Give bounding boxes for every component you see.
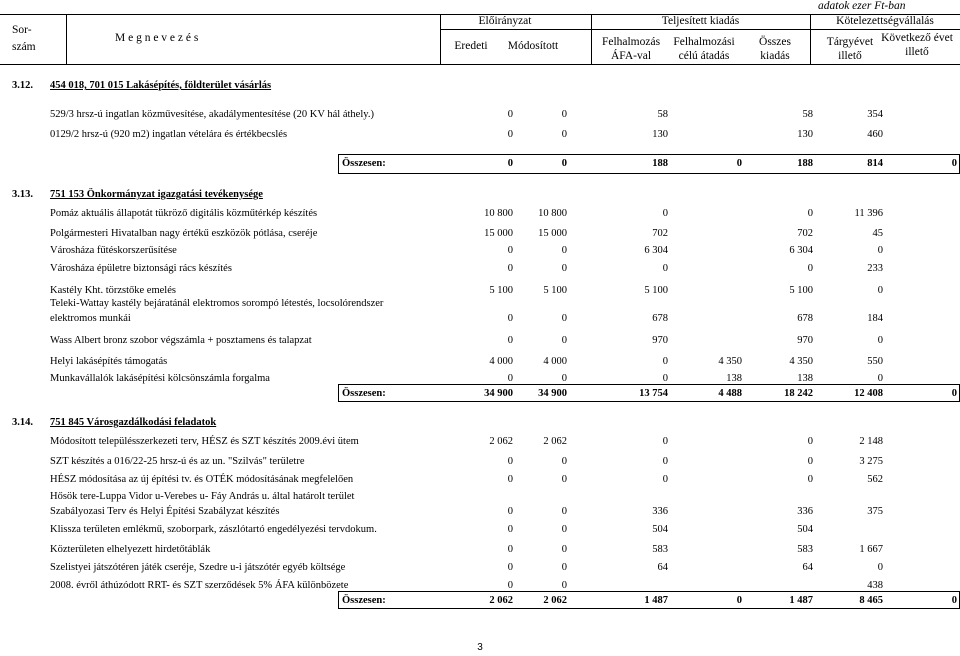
table-cell: 0	[561, 474, 567, 485]
total-cell: 13 754	[639, 388, 668, 399]
table-cell: 0	[561, 562, 567, 573]
row-label: Wass Albert bronz szobor végszámla + posztamens és talapzat	[50, 335, 312, 346]
table-cell: 0	[507, 524, 513, 535]
table-cell: 460	[867, 129, 883, 140]
section-title: 751 845 Városgazdálkodási feladatok	[50, 417, 217, 428]
table-cell: 0	[561, 506, 567, 517]
row-label: SZT készítés a 016/22-25 hrsz-ú és az un. "Szilvás" területre	[50, 456, 305, 467]
table-cell: 550	[867, 356, 883, 367]
total-cell: 18 242	[784, 388, 813, 399]
table-cell: 0	[662, 436, 668, 447]
total-cell: 2 062	[489, 595, 513, 606]
col-header-kovetkezo-2: illető	[905, 46, 929, 58]
page-number: 3	[477, 642, 483, 653]
table-cell: 336	[652, 506, 668, 517]
total-cell: 0	[736, 158, 742, 169]
table-cell: 678	[797, 313, 813, 324]
table-cell: 64	[802, 562, 813, 573]
table-cell: 0	[561, 245, 567, 256]
table-cell: 10 800	[538, 208, 567, 219]
table-cell: 0	[877, 335, 883, 346]
table-cell: 10 800	[484, 208, 513, 219]
table-cell: 375	[867, 506, 883, 517]
table-cell: 0	[807, 474, 813, 485]
total-label: Összesen:	[342, 158, 386, 169]
table-cell: 4 350	[789, 356, 813, 367]
row-label: Polgármesteri Hivatalban nagy értékű eszközök pótlása, cseréje	[50, 228, 318, 239]
table-cell: 0	[662, 474, 668, 485]
row-label: Helyi lakásépítés támogatás	[50, 356, 168, 367]
table-cell: 4 350	[718, 356, 742, 367]
table-cell: 45	[872, 228, 883, 239]
table-cell: 0	[561, 456, 567, 467]
total-label: Összesen:	[342, 595, 386, 606]
table-cell: 438	[867, 580, 883, 591]
table-cell: 702	[652, 228, 668, 239]
col-header-felh-afa-1: Felhalmozás	[601, 36, 661, 48]
table-cell: 583	[797, 544, 813, 555]
row-label: Városháza fűtéskorszerűsítése	[50, 245, 177, 256]
table-cell: 583	[652, 544, 668, 555]
table-cell: 0	[507, 335, 513, 346]
table-cell: 5 100	[489, 285, 513, 296]
table-cell: 0	[561, 335, 567, 346]
col-header-felh-celu-2: célú átadás	[678, 50, 730, 62]
table-cell: 0	[561, 263, 567, 274]
table-cell: 0	[877, 373, 883, 384]
row-label: 0129/2 hrsz-ú (920 m2) ingatlan vételára és értékbecslés	[50, 129, 288, 140]
col-header-osszes-1: Összes	[759, 36, 791, 48]
table-cell: 562	[867, 474, 883, 485]
total-cell: 4 488	[718, 388, 742, 399]
table-cell: 2 062	[543, 436, 567, 447]
total-cell: 8 465	[859, 595, 883, 606]
table-cell: 504	[652, 524, 668, 535]
section-title: 751 153 Önkormányzat igazgatási tevékenysége	[50, 189, 263, 200]
table-cell: 15 000	[484, 228, 513, 239]
col-header-modositott: Módosított	[507, 40, 559, 52]
row-label: Városháza épületre biztonsági rács készítés	[50, 263, 232, 274]
table-cell: 0	[662, 263, 668, 274]
total-cell: 2 062	[543, 595, 567, 606]
col-group-kotelezettseg: Kötelezettségvállalás	[836, 15, 934, 27]
col-group-teljesitett: Teljesített kiadás	[661, 15, 740, 27]
table-cell: 11 396	[854, 208, 883, 219]
table-cell: 336	[797, 506, 813, 517]
table-cell: 0	[662, 456, 668, 467]
table-cell: 354	[867, 109, 883, 120]
table-cell: 702	[797, 228, 813, 239]
row-label-cont: elektromos munkái	[50, 313, 131, 324]
table-cell: 0	[662, 373, 668, 384]
row-label: 529/3 hrsz-ú ingatlan közművesítése, akadálymentesítése (20 KV hál áthely.)	[50, 109, 374, 120]
header-bottom-rule	[0, 64, 960, 65]
table-cell: 5 100	[789, 285, 813, 296]
total-cell: 1 487	[789, 595, 813, 606]
row-label: Módosított településszerkezeti terv, HÉSZ és SZT készítés 2009.évi ütem	[50, 436, 359, 447]
table-cell: 2 062	[489, 436, 513, 447]
total-cell: 814	[867, 158, 883, 169]
col-header-felh-celu-1: Felhalmozási	[673, 36, 735, 48]
table-cell: 0	[561, 373, 567, 384]
table-cell: 0	[662, 356, 668, 367]
table-cell: 0	[507, 562, 513, 573]
table-cell: 3 275	[859, 456, 883, 467]
col-header-felh-afa-2: ÁFA-val	[610, 50, 652, 62]
header-group-rule	[440, 29, 960, 30]
table-cell: 4 000	[543, 356, 567, 367]
table-cell: 6 304	[789, 245, 813, 256]
table-cell: 504	[797, 524, 813, 535]
table-cell: 0	[507, 263, 513, 274]
col-header-targyev-1: Tárgyévet	[826, 36, 874, 48]
row-label: Pomáz aktuális állapotát tükröző digitális közműtérkép készítés	[50, 208, 318, 219]
row-label: 2008. évről áthúzódott RRT- és SZT szerződések 5% ÁFA különbözete	[50, 580, 349, 591]
total-cell: 0	[951, 595, 957, 606]
table-cell: 184	[867, 313, 883, 324]
row-label: Klissza területen emlékmű, szoborpark, zászlótartó engedélyezési tervdokum.	[50, 524, 377, 535]
table-cell: 0	[561, 544, 567, 555]
table-cell: 0	[507, 456, 513, 467]
total-cell: 0	[951, 388, 957, 399]
table-cell: 138	[726, 373, 742, 384]
table-cell: 0	[507, 544, 513, 555]
row-label: Kastély Kht. törzstőke emelés	[50, 285, 176, 296]
table-cell: 0	[507, 373, 513, 384]
table-cell: 138	[797, 373, 813, 384]
col-header-szam: szám	[12, 41, 36, 53]
col-group-eloiranyzat: Előirányzat	[478, 15, 532, 27]
total-cell: 34 900	[484, 388, 513, 399]
table-cell: 0	[507, 129, 513, 140]
total-label: Összesen:	[342, 388, 386, 399]
table-cell: 0	[561, 129, 567, 140]
table-cell: 970	[797, 335, 813, 346]
table-cell: 0	[507, 245, 513, 256]
table-cell: 0	[561, 580, 567, 591]
table-cell: 0	[877, 285, 883, 296]
col-header-osszes-2: kiadás	[760, 50, 790, 62]
table-cell: 4 000	[489, 356, 513, 367]
total-cell: 0	[507, 158, 513, 169]
table-cell: 0	[507, 313, 513, 324]
table-cell: 0	[807, 456, 813, 467]
row-label: Szelistyei játszótéren játék cseréje, Szedre u-i játszótér egyéb költsége	[50, 562, 346, 573]
table-cell: 0	[877, 245, 883, 256]
table-cell: 15 000	[538, 228, 567, 239]
total-cell: 1 487	[644, 595, 668, 606]
table-cell: 58	[657, 109, 668, 120]
total-cell: 34 900	[538, 388, 567, 399]
total-cell: 0	[951, 158, 957, 169]
table-cell: 1 667	[859, 544, 883, 555]
table-cell: 0	[807, 436, 813, 447]
table-cell: 58	[802, 109, 813, 120]
section-number: 3.13.	[12, 189, 33, 200]
table-cell: 0	[662, 208, 668, 219]
total-cell: 12 408	[854, 388, 883, 399]
col-header-kovetkezo-1: Következő évet	[881, 32, 953, 44]
table-cell: 0	[877, 562, 883, 573]
col-header-sor: Sor-	[12, 24, 32, 36]
section-title: 454 018, 701 015 Lakásépítés, földterület vásárlás	[50, 80, 272, 91]
row-label-cont: Szabályozasi Terv és Helyi Építési Szabályzat készítés	[50, 506, 280, 517]
row-label: Teleki-Wattay kastély bejáratánál elektromos sorompó létestés, locsolórendszer	[50, 298, 384, 309]
row-label: HÉSZ módosítása az új építési tv. és OTÉK módosításának megfelelően	[50, 474, 354, 485]
table-cell: 0	[807, 263, 813, 274]
total-cell: 188	[652, 158, 668, 169]
total-cell: 0	[561, 158, 567, 169]
table-cell: 678	[652, 313, 668, 324]
table-cell: 0	[507, 580, 513, 591]
row-label: Hősök tere-Luppa Vidor u-Verebes u- Fáy András u. által határolt terület	[50, 491, 355, 502]
row-label: Munkavállalók lakásépítési kölcsönszámla forgalma	[50, 373, 270, 384]
table-cell: 0	[507, 506, 513, 517]
col-header-targyev-2: illető	[838, 50, 862, 62]
table-cell: 2 148	[859, 436, 883, 447]
row-label: Közterületen elhelyezett hirdetőtáblák	[50, 544, 211, 555]
table-cell: 130	[797, 129, 813, 140]
table-cell: 64	[657, 562, 668, 573]
col-header-megnevezes: M e g n e v e z é s	[115, 32, 199, 44]
section-number: 3.12.	[12, 80, 33, 91]
table-cell: 0	[507, 474, 513, 485]
table-cell: 0	[561, 109, 567, 120]
table-cell: 0	[507, 109, 513, 120]
table-cell: 130	[652, 129, 668, 140]
table-cell: 5 100	[644, 285, 668, 296]
unit-note: adatok ezer Ft-ban	[818, 0, 906, 12]
table-cell: 0	[561, 313, 567, 324]
table-cell: 233	[867, 263, 883, 274]
table-cell: 0	[561, 524, 567, 535]
table-cell: 970	[652, 335, 668, 346]
col-header-eredeti: Eredeti	[454, 40, 488, 52]
table-cell: 0	[807, 208, 813, 219]
table-cell: 6 304	[644, 245, 668, 256]
total-cell: 188	[797, 158, 813, 169]
total-cell: 0	[736, 595, 742, 606]
table-cell: 5 100	[543, 285, 567, 296]
section-number: 3.14.	[12, 417, 33, 428]
